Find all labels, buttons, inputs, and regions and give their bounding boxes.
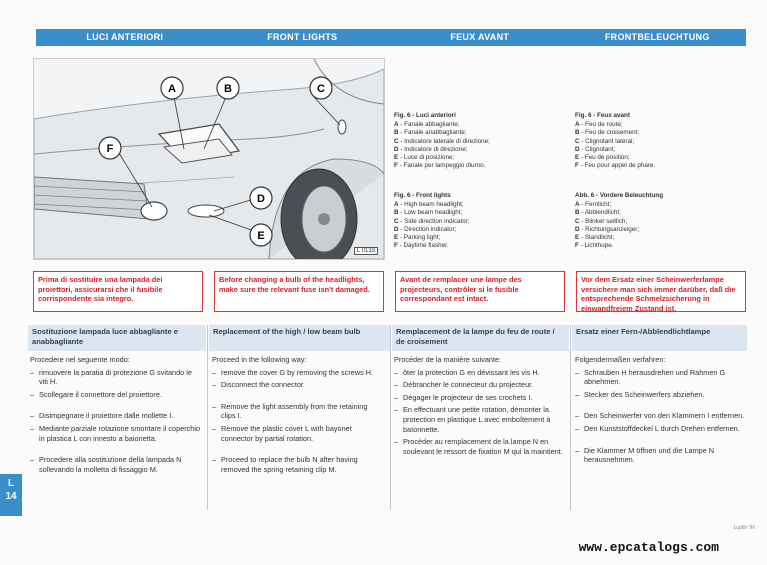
dash-bullet: – — [394, 380, 399, 390]
callout-b: B — [224, 83, 232, 95]
caption-key: D — [575, 145, 580, 153]
caption-item: D - Richtungsanzeiger; — [575, 225, 640, 233]
caption-key: F — [394, 242, 398, 250]
procedure-step-text: Débrancher le connecteur du projecteur. — [403, 380, 534, 390]
caption-key: C — [394, 217, 399, 225]
callout-c: C — [317, 83, 325, 95]
dash-bullet: – — [394, 405, 399, 415]
caption-item: E - Feu de position; — [575, 154, 630, 162]
procedure-step-text: Mediante parziale rotazione smontare il coperchio in plastica L con innesto a baionetta. — [39, 423, 201, 443]
procedure-step-text: ôter la protection G en dévissant les vis H. — [403, 367, 540, 377]
callout-d: D — [257, 193, 265, 205]
caption-key: F — [394, 162, 398, 170]
procedure-step — [575, 424, 745, 434]
procedure-step — [30, 424, 202, 443]
procedure-de — [575, 355, 745, 465]
dash-bullet: – — [394, 367, 399, 377]
caption-value: Abblendlicht; — [584, 209, 621, 217]
header-fr: FEUX AVANT — [450, 32, 510, 42]
caption-item: B - Fanale anabbagliante; — [394, 129, 467, 137]
procedure-fr — [394, 355, 566, 456]
caption-key: E — [575, 154, 580, 162]
section-heading-de: Ersatz einer Fern-/Abblendlichtlampe — [572, 325, 747, 351]
dash-bullet: – — [30, 367, 35, 377]
caption-key: D — [394, 225, 399, 233]
caption-en — [394, 192, 564, 250]
caption-value: Feu de croisement; — [585, 129, 640, 137]
procedure-step — [212, 424, 384, 443]
caption-value: Feu de route; — [585, 121, 623, 129]
caption-en-title: Fig. 6 - Front lights — [394, 192, 451, 199]
dash-bullet: – — [575, 423, 580, 433]
caption-value: Fanale abbagliante; — [404, 121, 460, 129]
caption-value: Lichthupe. — [584, 242, 614, 250]
caption-item: F - Fanale per lampeggio diurno. — [394, 162, 486, 170]
figure-ref: L 0133 — [354, 247, 378, 255]
caption-item: D - Direction indicator; — [394, 225, 457, 233]
procedure-step-text: Remove the plastic cover L with bayonet connector by partial rotation. — [221, 423, 352, 443]
caption-value: Richtungsanzeiger; — [585, 225, 640, 233]
header-en: FRONT LIGHTS — [267, 32, 338, 42]
procedure-step — [212, 455, 384, 474]
car-drawing — [34, 59, 384, 259]
caption-item: A - Feu de route; — [575, 121, 623, 129]
caption-value: Low beam headlight; — [404, 209, 463, 217]
caption-key: B — [394, 209, 399, 217]
procedure-step-text: Schrauben H herausdrehen und Rahmen G abnehmen. — [584, 367, 726, 387]
procedure-step-text: Dégager le projecteur de ses crochets I. — [403, 392, 533, 402]
procedure-step-text: remove the cover G by removing the screws H. — [221, 367, 374, 377]
dash-bullet: – — [394, 392, 399, 402]
procedure-it — [30, 355, 202, 474]
procedure-step-text: Disimpegnare il proiettore dalle mollette I. — [39, 411, 174, 421]
column-divider — [570, 325, 571, 510]
dash-bullet: – — [575, 411, 580, 421]
caption-value: Indicatore di direzione; — [404, 145, 468, 153]
caption-key: C — [575, 137, 580, 145]
procedure-en — [212, 355, 384, 474]
procedure-step-text: Scollegare il connettore del proiettore. — [39, 389, 162, 399]
procedure-step — [212, 402, 384, 421]
callout-f: F — [106, 143, 114, 155]
caption-value: Clignotant latéral; — [585, 137, 635, 145]
procedure-step — [394, 393, 566, 403]
caption-item: D - Clignotant; — [575, 145, 616, 153]
caption-item: C - Indicatore laterale di direzione; — [394, 137, 490, 145]
caption-de — [575, 192, 745, 250]
dash-bullet: – — [212, 401, 217, 411]
caption-item: B - Feu de croisement; — [575, 129, 640, 137]
caption-value: Direction indicator; — [404, 225, 457, 233]
caption-key: A — [394, 121, 399, 129]
caption-key: E — [394, 154, 399, 162]
caption-item: F - Lichthupe. — [575, 242, 614, 250]
page-tab-number: 14 — [5, 491, 17, 502]
caption-value: Fanale anabbagliante; — [404, 129, 467, 137]
caption-item: E - Parking light; — [394, 234, 441, 242]
procedure-step-text: Den Scheinwerfer von den Klammern I entfernen. — [584, 411, 745, 421]
procedure-step — [212, 368, 384, 378]
caption-value: Fernlicht; — [585, 201, 612, 209]
dash-bullet: – — [30, 389, 35, 399]
section-heading-it: Sostituzione lampada luce abbagliante e anabbagliante — [28, 325, 206, 351]
caption-value: Fanale per lampeggio diurno. — [403, 162, 486, 170]
caption-key: E — [394, 234, 399, 242]
caption-key: A — [394, 201, 399, 209]
caption-item: D - Indicatore di direzione; — [394, 145, 468, 153]
caption-item: C - Clignotant latéral; — [575, 137, 635, 145]
caption-item: C - Side direction indicator; — [394, 217, 470, 225]
caption-value: Feu de position; — [584, 154, 630, 162]
dash-bullet: – — [394, 437, 399, 447]
caption-it-title: Fig. 6 - Luci anteriori — [394, 112, 456, 119]
callout-a: A — [168, 83, 176, 95]
front-lights-illustration — [33, 58, 385, 260]
caption-key: B — [575, 209, 580, 217]
procedure-step — [212, 380, 384, 390]
warning-de: Vor dem Ersatz einer Scheinwerferlampe versichere man sich immer darüber, daß die entsprechende Schmelzsicherung in einwandfreiem Zustand ist. — [576, 271, 746, 312]
procedure-step — [394, 368, 566, 378]
procedure-step-text: Proceed to replace the bulb N after having removed the spring retaining clip M. — [221, 455, 358, 474]
procedure-step-text: rimuovere la paratia di protezione G svitando le viti H. — [39, 367, 192, 387]
caption-item: B - Low beam headlight; — [394, 209, 463, 217]
caption-key: F — [575, 242, 579, 250]
caption-value: Blinker seitlich; — [585, 217, 628, 225]
procedure-step — [30, 368, 202, 387]
procedure-step — [575, 446, 745, 465]
callout-e: E — [257, 230, 265, 242]
column-divider — [207, 325, 208, 510]
caption-item: E - Standlicht; — [575, 234, 615, 242]
dash-bullet: – — [30, 411, 35, 421]
caption-item: F - Daytime flasher. — [394, 242, 449, 250]
procedure-de-intro: Folgendermaßen verfahren: — [575, 355, 666, 364]
procedure-step — [575, 390, 745, 400]
dash-bullet: – — [30, 455, 35, 465]
caption-key: D — [394, 145, 399, 153]
caption-key: F — [575, 162, 579, 170]
caption-value: Feu pour appel de phare. — [584, 162, 656, 170]
dash-bullet: – — [575, 445, 580, 455]
caption-key: A — [575, 201, 580, 209]
caption-item: E - Luce di posizione; — [394, 154, 455, 162]
caption-item: F - Feu pour appel de phare. — [575, 162, 656, 170]
dash-bullet: – — [575, 389, 580, 399]
procedure-step — [394, 405, 566, 434]
footer-note: Lupfin '96 — [733, 525, 755, 531]
caption-key: D — [575, 225, 580, 233]
procedure-it-intro: Procedere nel seguente modo: — [30, 355, 130, 364]
section-heading-en: Replacement of the high / low beam bulb — [209, 325, 390, 351]
caption-value: High beam headlight; — [404, 201, 464, 209]
caption-item: B - Abblendlicht; — [575, 209, 621, 217]
dash-bullet: – — [575, 367, 580, 377]
page-tab — [0, 474, 22, 516]
watermark: www.epcatalogs.com — [578, 540, 719, 555]
procedure-step-text: Den Kunststoffdeckel L durch Drehen entfernen. — [584, 423, 740, 433]
caption-key: C — [575, 217, 580, 225]
procedure-step-text: Procedere alla sostituzione della lampada N sollevando la molletta di fissaggio M. — [39, 455, 182, 474]
dash-bullet: – — [212, 380, 217, 390]
dash-bullet: – — [212, 455, 217, 465]
caption-value: Parking light; — [403, 234, 441, 242]
dash-bullet: – — [212, 367, 217, 377]
caption-item: A - High beam headlight; — [394, 201, 464, 209]
procedure-step — [30, 411, 202, 421]
caption-key: B — [394, 129, 399, 137]
caption-value: Standlicht; — [584, 234, 615, 242]
caption-key: E — [575, 234, 580, 242]
column-divider — [390, 325, 391, 510]
caption-item: A - Fanale abbagliante; — [394, 121, 460, 129]
procedure-fr-intro: Procéder de la manière suivante: — [394, 355, 502, 364]
procedure-step — [394, 437, 566, 456]
warning-it: Prima di sostituire una lampada dei proiettori, assicurarsi che il fusibile corrispondente sia integro. — [33, 271, 203, 312]
caption-it — [394, 112, 564, 170]
caption-item: A - Fernlicht; — [575, 201, 612, 209]
procedure-step-text: En effectuant une petite rotation, démonter la protection en plastique L avec emboîtement à baïonnette. — [403, 405, 551, 434]
procedure-step — [575, 368, 745, 387]
caption-value: Clignotant; — [585, 145, 616, 153]
caption-key: C — [394, 137, 399, 145]
caption-key: A — [575, 121, 580, 129]
header-bar — [36, 29, 746, 46]
page-tab-letter: L — [7, 478, 15, 489]
section-heading-fr: Remplacement de la lampe du feu de route / de croisement — [392, 325, 569, 351]
caption-fr — [575, 112, 745, 170]
procedure-step-text: Stecker des Scheinwerfers abziehen. — [584, 389, 705, 399]
dash-bullet: – — [30, 423, 35, 433]
procedure-step — [575, 411, 745, 421]
caption-fr-title: Fig. 6 - Feux avant — [575, 112, 630, 119]
procedure-step-text: Disconnect the connector. — [221, 380, 305, 390]
dash-bullet: – — [212, 423, 217, 433]
caption-value: Daytime flasher. — [403, 242, 449, 250]
caption-value: Indicatore laterale di direzione; — [404, 137, 490, 145]
procedure-step — [394, 380, 566, 390]
caption-key: B — [575, 129, 580, 137]
caption-de-title: Abb. 6 - Vordere Beleuchtung — [575, 192, 664, 199]
warning-fr: Avant de remplacer une lampe des projecteurs, contrôler si le fusible correspondant est intact. — [395, 271, 565, 312]
procedure-step-text: Remove the light assembly from the retaining clips I. — [221, 401, 368, 421]
procedure-step — [30, 390, 202, 400]
procedure-step-text: Die Klammer M öffnen und die Lampe N herausnehmen. — [584, 445, 715, 465]
caption-item: C - Blinker seitlich; — [575, 217, 628, 225]
header-it: LUCI ANTERIORI — [86, 32, 164, 42]
procedure-en-intro: Proceed in the following way: — [212, 355, 307, 364]
procedure-step — [30, 455, 202, 474]
caption-value: Side direction indicator; — [404, 217, 470, 225]
warning-en: Before changing a bulb of the headlights, make sure the relevant fuse isn't damaged. — [214, 271, 384, 312]
header-de: FRONTBELEUCHTUNG — [604, 32, 710, 42]
procedure-step-text: Procéder au remplacement de la lampe N en soulevant le ressort de fixation M qui la maintient. — [403, 437, 563, 456]
caption-value: Luce di posizione; — [403, 154, 455, 162]
